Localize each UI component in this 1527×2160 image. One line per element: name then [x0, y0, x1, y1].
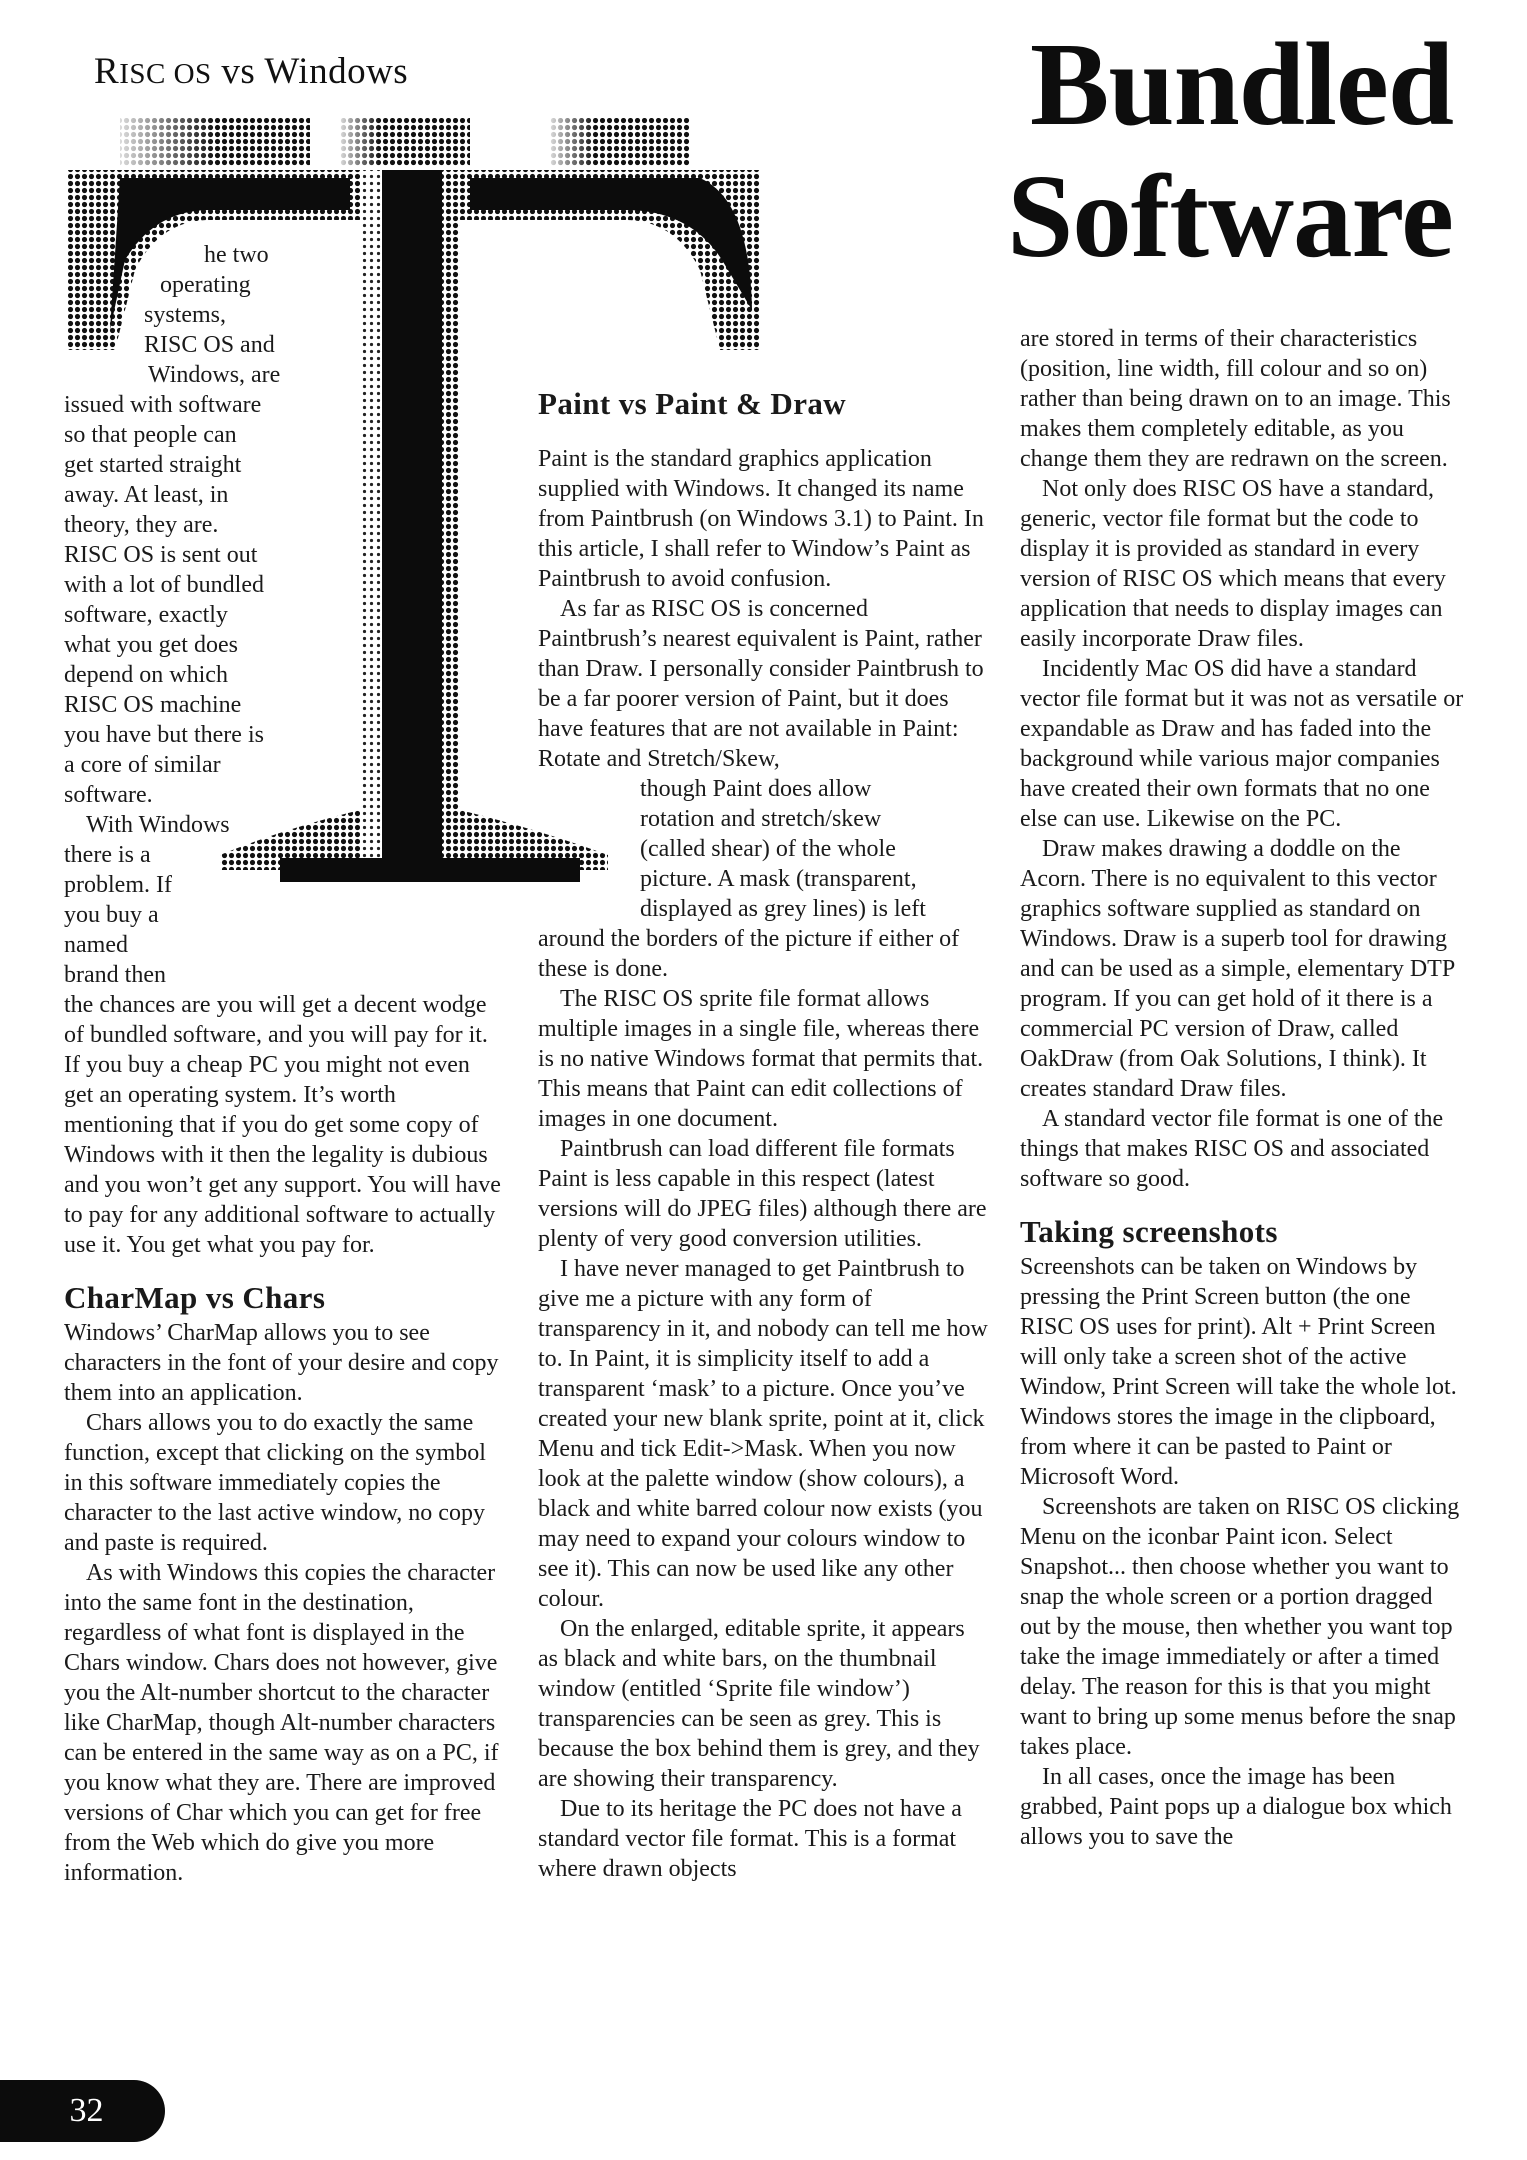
paragraph: A standard vector file format is one of the things that makes RISC OS and associated software so good. — [1020, 1106, 1444, 1192]
intro-line: RISC OS is sent out — [64, 542, 258, 568]
intro-line: depend on which — [64, 662, 228, 688]
intro-line: he two — [204, 242, 269, 268]
intro-line: systems, — [144, 302, 227, 328]
paragraph: Draw makes drawing a doddle on the Acorn. There is no equivalent to this vector graphics software supplied as standard on Windows. Draw is a superb tool for drawing and can be used as a simple, elementary DTP program. If you can get hold of it there is a commercial PC version of Draw, called OakDraw (from Oak Solutions, I think). It creates standard Draw files. — [1020, 836, 1455, 1102]
intro-line: with a lot of bundled — [64, 572, 264, 598]
intro-line: you have but there is — [64, 722, 264, 748]
paragraph: Due to its heritage the PC does not have a standard vector file format. This is a format where drawn objects — [538, 1796, 962, 1882]
paragraph: Windows’ CharMap allows you to see characters in the font of your desire and copy them into an application. — [64, 1320, 499, 1406]
indented-line: (called shear) of the whole — [640, 836, 896, 862]
paragraph-line: there is a — [64, 842, 151, 868]
paragraph: around the borders of the picture if either of these is done. — [538, 926, 960, 982]
paragraph-line: With Windows — [86, 812, 230, 838]
intro-line: software. — [64, 782, 153, 808]
paragraph: As with Windows this copies the character into the same font in the destination, regardless of what font is displayed in the Chars window. Chars does not however, give you the Alt-number shortcut to the character like CharMap, though Alt-number characters can be entered in the same way as on a PC, if you know what they are. There are improved versions of Char which you can get for free from the Web which do give you more information. — [64, 1560, 499, 1886]
paragraph: Paint is the standard graphics application supplied with Windows. It changed its name from Paintbrush (on Windows 3.1) to Paint. In this article, I shall refer to Window’s Paint as Paintbrush to avoid confusion. — [538, 446, 984, 592]
paragraph: The RISC OS sprite file format allows multiple images in a single file, whereas there is no native Windows format that permits that. This means that Paint can edit collections of images in one document. — [538, 986, 984, 1132]
section-header-initial: R — [94, 51, 120, 92]
paragraph-line: brand then — [64, 962, 166, 988]
indented-line: displayed as grey lines) is left — [640, 896, 926, 922]
paragraph-line: you buy a — [64, 902, 159, 928]
paragraph: On the enlarged, editable sprite, it appears as black and white bars, on the thumbnail window (entitled ‘Sprite file window’) transparencies can be seen as grey. This is because the box behind them is grey, and they are showing their transparency. — [538, 1616, 980, 1792]
paragraph-line: problem. If — [64, 872, 172, 898]
section-heading-paint: Paint vs Paint & Draw — [538, 386, 847, 421]
paragraph: are stored in terms of their characteristics (position, line width, fill colour and so on) rather than being drawn on to an image. This makes them completely editable, as you change them they are redrawn on the screen. — [1020, 326, 1451, 472]
intro-line: get started straight — [64, 452, 242, 478]
paragraph: Incidently Mac OS did have a standard vector file format but it was not as versatile or expandable as Draw and has faded into the background while various major companies have created their own formats that no one else can use. Likewise on the PC. — [1020, 656, 1464, 832]
paragraph: Not only does RISC OS have a standard, generic, vector file format but the code to display it is provided as standard in every version of RISC OS which means that every application that needs to display images can easily incorporate Draw files. — [1020, 476, 1446, 652]
intro-line: so that people can — [64, 422, 237, 448]
indented-block — [538, 774, 990, 924]
paragraph: As far as RISC OS is concerned Paintbrush’s nearest equivalent is Paint, rather than Draw. I personally consider Paintbrush to be a far poorer version of Paint, but it does have features that are not available in Paint: Rotate and Stretch/Skew, — [538, 596, 984, 772]
dropcap-spacer-top — [64, 240, 144, 340]
section-header — [94, 50, 408, 93]
article-title — [893, 18, 1453, 282]
intro-line: RISC OS machine — [64, 692, 242, 718]
section-header-smallcaps: ISC OS — [119, 58, 212, 90]
paragraph: Screenshots are taken on RISC OS clicking Menu on the iconbar Paint icon. Select Snapshot... then choose whether you want to snap the whole screen or a portion dragged out by the mouse, then whether you want top take the image immediately or after a timed delay. The reason for this is that you might want to bring up some menus before the snap takes place. — [1020, 1494, 1460, 1760]
paragraph: Paintbrush can load different file formats Paint is less capable in this respect (latest versions will do JPEG files) although there are plenty of very good conversion utilities. — [538, 1136, 987, 1252]
dropcap-stem-spacer — [382, 240, 540, 910]
paragraph: In all cases, once the image has been grabbed, Paint pops up a dialogue box which allows you to save the — [1020, 1764, 1452, 1850]
column-2 — [538, 384, 990, 1884]
intro-line: theory, they are. — [64, 512, 219, 538]
intro-line: a core of similar — [64, 752, 221, 778]
section-heading-screenshots: Taking screenshots — [1020, 1214, 1278, 1249]
indented-line: picture. A mask (transparent, — [640, 866, 917, 892]
column-1 — [64, 240, 540, 1888]
title-line-1: Bundled — [1030, 18, 1453, 150]
intro-line: RISC OS and — [144, 332, 275, 358]
intro-line: operating — [160, 272, 251, 298]
indented-line: though Paint does allow — [640, 776, 872, 802]
section-header-rest: vs Windows — [211, 51, 409, 92]
paragraph: I have never managed to get Paintbrush to give me a picture with any form of transparency in it, and nobody can tell me how to. In Paint, it is simplicity itself to add a transparent ‘mask’ to a picture. Once you’ve created your new blank sprite, point at it, click Menu and tick Edit->Mask. When you now look at the palette window (show colours), a black and white barred colour now exists (you may need to expand your colours window to see it). This can now be used like any other colour. — [538, 1256, 988, 1612]
intro-line: issued with software — [64, 392, 262, 418]
paragraph-line: named — [64, 932, 128, 958]
intro-line: software, exactly — [64, 602, 228, 628]
title-line-2: Software — [1007, 150, 1453, 282]
paragraph: the chances are you will get a decent wodge of bundled software, and you will pay for it. If you buy a cheap PC you might not even get an operating system. It’s worth mentioning that if you do get some copy of Windows with it then the legality is dubious and you won’t get any support. You will have to pay for any additional software to actually use it. You get what you pay for. — [64, 992, 501, 1258]
intro-line: what you get does — [64, 632, 238, 658]
paragraph: Chars allows you to do exactly the same function, except that clicking on the symbol in this software immediately copies the character to the last active window, no copy and paste is required. — [64, 1410, 486, 1556]
indented-line: rotation and stretch/skew — [640, 806, 882, 832]
intro-line: away. At least, in — [64, 482, 229, 508]
paragraph: Screenshots can be taken on Windows by pressing the Print Screen button (the one RISC OS uses for print). Alt + Print Screen will only take a screen shot of the active Window, Print Screen will take the whole lot. Windows stores the image in the clipboard, from where it can be pasted to Paint or Microsoft Word. — [1020, 1254, 1457, 1490]
section-heading-charmap: CharMap vs Chars — [64, 1280, 326, 1315]
column-3 — [1020, 324, 1468, 1852]
intro-line: Windows, are — [148, 362, 281, 388]
page-number: 32 — [0, 2080, 165, 2142]
